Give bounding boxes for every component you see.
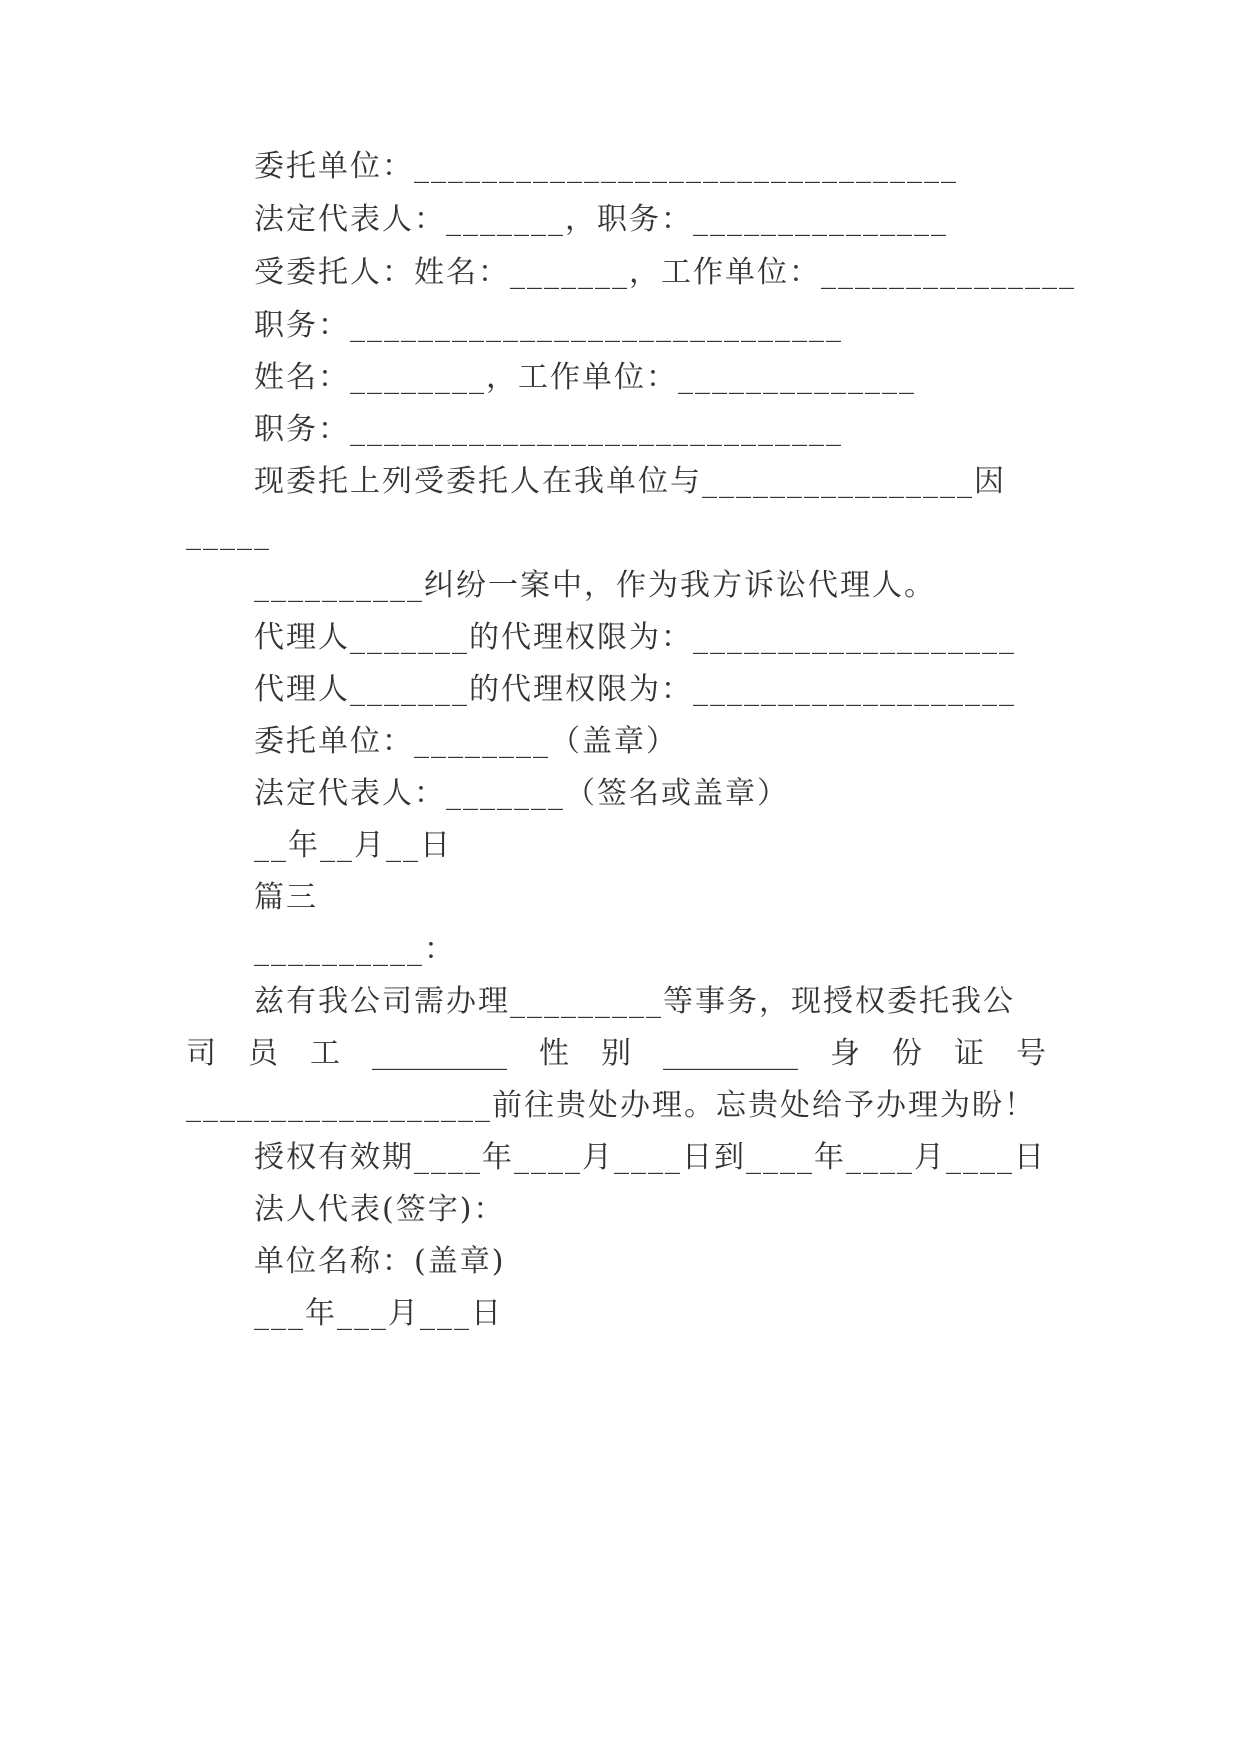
employee-name-blank: _________ — [372, 1036, 507, 1071]
employee-info-part: 别 — [601, 1036, 631, 1071]
employee-info-part: 工 — [310, 1036, 340, 1071]
trustee-position-line: 职务：_____________________________ — [254, 308, 843, 343]
legal-representative-line: 法定代表人：_______，职务：_______________ — [254, 202, 948, 237]
legal-representative-sign-line: 法人代表(签字)： — [254, 1192, 506, 1227]
entrusting-unit-seal-line: 委托单位：________（盖章） — [254, 724, 678, 759]
gender-blank: _________ — [663, 1036, 798, 1071]
id-number-line: __________________前往贵处办理。忘贵处给予办理为盼！ — [186, 1088, 1036, 1123]
dispute-case-line: __________纠纷一案中，作为我方诉讼代理人。 — [254, 568, 936, 603]
entrusting-unit-line: 委托单位：________________________________ — [254, 149, 958, 184]
date-line-2: ___年___月___日 — [254, 1296, 503, 1331]
second-trustee-line: 姓名：________，工作单位：______________ — [254, 360, 916, 395]
section-heading: 篇三 — [254, 880, 318, 915]
employee-info-part: 身 — [830, 1036, 860, 1071]
employee-info-part: 司 — [186, 1036, 216, 1071]
date-line-1: __年__月__日 — [254, 828, 452, 863]
authorization-matter-line: 兹有我公司需办理_________等事务，现授权委托我公 — [254, 984, 1015, 1019]
legal-representative-signature-line: 法定代表人：_______（签名或盖章） — [254, 776, 789, 811]
unit-name-seal-line: 单位名称：(盖章) — [254, 1244, 506, 1279]
employee-info-part: 员 — [248, 1036, 278, 1071]
employee-info-line — [186, 1034, 1046, 1074]
employee-info-part: 性 — [539, 1036, 569, 1071]
employee-info-part: 号 — [1016, 1036, 1046, 1071]
trustee-name-line: 受委托人：姓名：_______，工作单位：_______________ — [254, 255, 1076, 290]
entrustment-statement-line: 现委托上列受委托人在我单位与________________因 — [254, 464, 1006, 499]
employee-info-part: 份 — [892, 1036, 922, 1071]
addressee-line: __________： — [254, 932, 456, 967]
validity-period-line: 授权有效期____年____月____日到____年____月____日 — [254, 1140, 1046, 1175]
employee-info-part: 证 — [954, 1036, 984, 1071]
second-trustee-position-line: 职务：_____________________________ — [254, 412, 843, 447]
dispute-cause-blank: _____ — [186, 516, 271, 551]
agent-authority-line-2: 代理人_______的代理权限为：___________________ — [254, 672, 1016, 707]
agent-authority-line-1: 代理人_______的代理权限为：___________________ — [254, 620, 1016, 655]
